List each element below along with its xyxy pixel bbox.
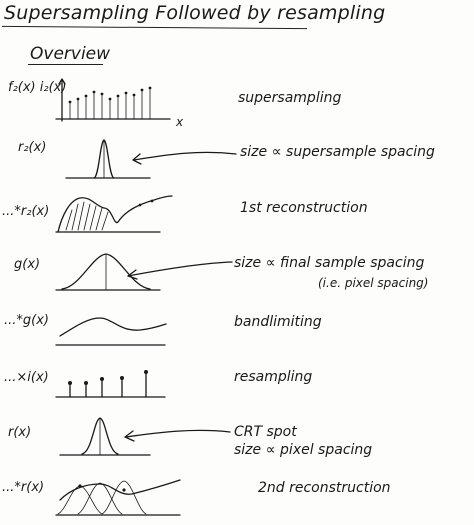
row-desc-resampling: resampling bbox=[234, 369, 313, 385]
narrow-kernel-curve bbox=[94, 140, 114, 178]
sample-dot bbox=[69, 101, 72, 104]
pointer-arrowhead bbox=[125, 431, 134, 441]
reconstruction-bump bbox=[78, 483, 122, 514]
resample-dot bbox=[144, 370, 148, 374]
hatch-line bbox=[72, 204, 78, 230]
row-label-g: g(x) bbox=[14, 257, 41, 272]
row-label-bandlimiting: ...*g(x) bbox=[4, 313, 49, 328]
hatch-line bbox=[102, 212, 108, 230]
reconstructed-curve bbox=[60, 480, 180, 500]
row-desc-g-sub: (i.e. pixel spacing) bbox=[318, 276, 429, 290]
pointer-arrowhead bbox=[133, 154, 141, 164]
row-label-second-reconstruction: ...*r(x) bbox=[2, 480, 45, 495]
crt-spot-plot bbox=[60, 418, 230, 455]
row-desc-first-reconstruction: 1st reconstruction bbox=[240, 200, 368, 216]
sample-dot bbox=[149, 87, 152, 90]
sample-dot bbox=[139, 204, 142, 207]
row-desc-r2: size ∝ supersample spacing bbox=[240, 144, 435, 160]
reconstruction-bump bbox=[102, 481, 146, 514]
resample-dot bbox=[120, 376, 124, 380]
pointer-arrow bbox=[128, 262, 232, 276]
resample-dot bbox=[84, 381, 88, 385]
row-desc-crt-spot: CRT spot bbox=[234, 424, 297, 440]
axis-x-label: x bbox=[176, 115, 184, 129]
overview-underline bbox=[28, 64, 103, 65]
sample-dot bbox=[109, 98, 112, 101]
row-desc-bandlimiting: bandlimiting bbox=[234, 314, 322, 330]
reconstructed-curve bbox=[58, 196, 172, 232]
crt-spot-curve bbox=[82, 418, 118, 454]
sample-dot bbox=[125, 92, 128, 95]
reconstruction-bump bbox=[58, 486, 102, 514]
sample-dot bbox=[151, 200, 154, 203]
page-title: Supersampling Followed by resampling bbox=[4, 2, 386, 24]
sample-dot bbox=[117, 95, 120, 98]
r2-narrow-kernel-plot bbox=[66, 140, 236, 178]
row-desc-g: size ∝ final sample spacing bbox=[234, 255, 425, 271]
sample-dot bbox=[122, 488, 125, 491]
hatch-line bbox=[84, 204, 90, 230]
sample-dot bbox=[101, 93, 104, 96]
pointer-arrow bbox=[134, 152, 236, 160]
row-label-r2: r₂(x) bbox=[18, 140, 47, 155]
pointer-arrowhead bbox=[128, 270, 137, 279]
hatch-line bbox=[66, 210, 72, 230]
sample-dot bbox=[93, 91, 96, 94]
bandlimited-curve bbox=[60, 318, 166, 336]
sample-dot bbox=[141, 89, 144, 92]
gaussian-curve bbox=[62, 254, 150, 289]
resample-dot bbox=[68, 381, 72, 385]
row-label-r: r(x) bbox=[8, 425, 32, 440]
row-desc-second-reconstruction: 2nd reconstruction bbox=[258, 480, 391, 496]
hatch-line bbox=[90, 206, 96, 230]
resample-dot bbox=[100, 377, 104, 381]
resampling-plot bbox=[56, 370, 165, 397]
pointer-arrow bbox=[126, 430, 230, 437]
hatch-line bbox=[96, 208, 102, 230]
supersampling-plot bbox=[56, 79, 170, 121]
g-gaussian-plot bbox=[56, 254, 232, 290]
title-underline bbox=[2, 26, 307, 29]
row-desc-crt-spot-size: size ∝ pixel spacing bbox=[234, 442, 373, 458]
sample-dot bbox=[78, 484, 81, 487]
sample-dot bbox=[85, 95, 88, 98]
row-label-first-reconstruction: ...*r₂(x) bbox=[2, 204, 50, 219]
sample-dot bbox=[77, 98, 80, 101]
second-reconstruction-plot bbox=[56, 480, 180, 515]
row-label-resampling: ...×i(x) bbox=[4, 370, 49, 385]
hatch-line bbox=[78, 202, 84, 230]
first-reconstruction-plot bbox=[56, 196, 172, 232]
overview-heading: Overview bbox=[30, 44, 111, 64]
row-label-supersampling: f₂(x) i₂(x) bbox=[8, 80, 67, 95]
bandlimiting-plot bbox=[56, 318, 166, 345]
row-desc-supersampling: supersampling bbox=[238, 90, 342, 106]
sample-dot bbox=[133, 94, 136, 97]
